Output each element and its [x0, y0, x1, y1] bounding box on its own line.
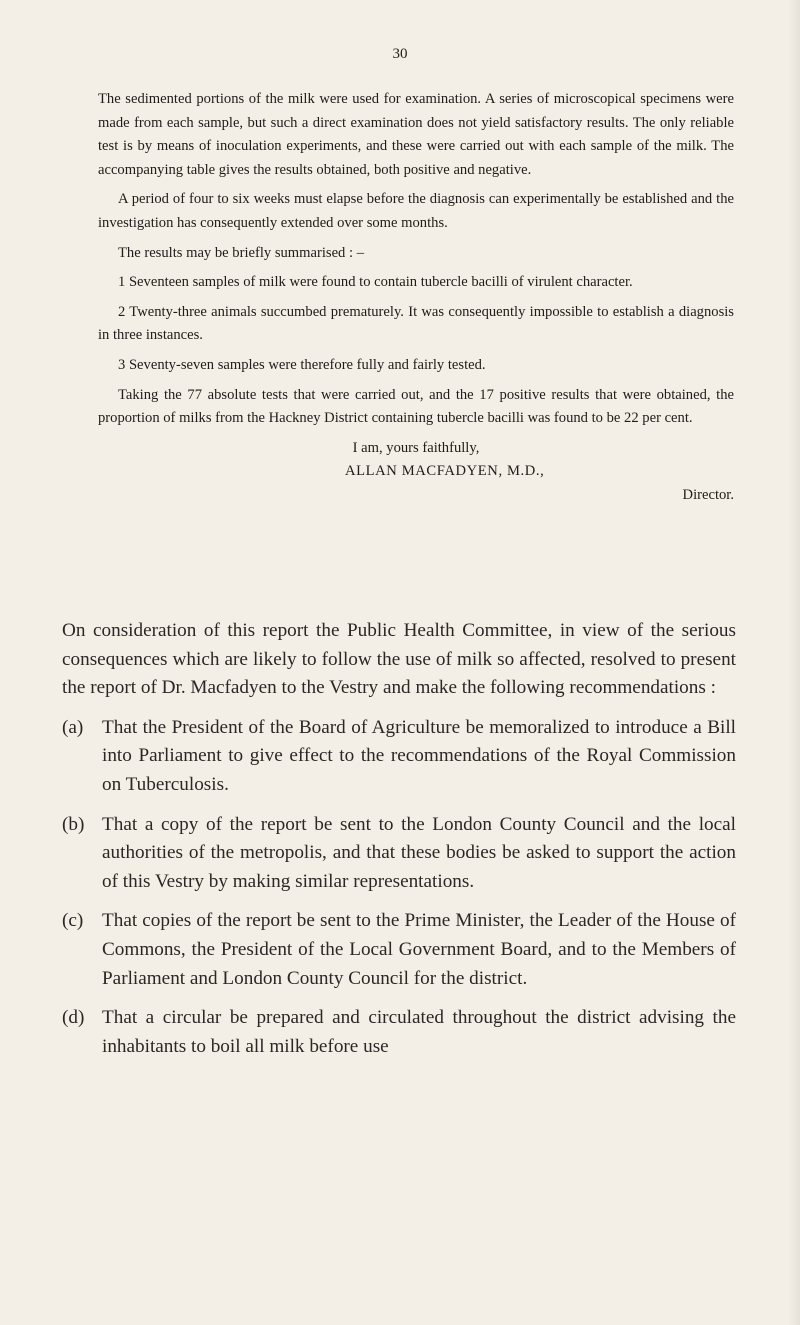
- recommendation-a: [62, 714, 736, 800]
- recommendation-text: That copies of the report be sent to the Prime Minister, the Leader of the House of Commons, the President of the Local Government Board, and to the Members of Parliament and London County Council for the district.: [102, 910, 736, 989]
- report-paragraph-2: A period of four to six weeks must elapse before the diagnosis can experimentally be established and the investigation has consequently extended over some months.: [98, 191, 734, 231]
- summary-item-1: 1 Seventeen samples of milk were found to contain tubercle bacilli of virulent character.: [118, 274, 633, 291]
- recommendation-text: That the President of the Board of Agriculture be memoralized to introduce a Bill into Parliament to give effect to the recommendations of the Royal Commission on Tuberculosis.: [102, 716, 736, 795]
- summary-item-3: 3 Seventy-seven samples were therefore fully and fairly tested.: [118, 356, 486, 373]
- recommendation-text: That a copy of the report be sent to the London County Council and the local authorities of the metropolis, and that these bodies be asked to support the action of this Vestry by making similar representations.: [102, 813, 736, 892]
- committee-resolution: [62, 617, 736, 1061]
- resolution-intro: On consideration of this report the Public Health Committee, in view of the serious consequences which are likely to follow the use of milk so affected, resolved to present the report of Dr. Macfadyen to the Vestry and make the following recommendations :: [62, 620, 736, 699]
- recommendation-b: [62, 811, 736, 897]
- recommendation-label: (d): [62, 1007, 85, 1029]
- signature-title: Director.: [682, 486, 734, 503]
- recommendation-c: [62, 907, 736, 993]
- letter-closing: I am, yours faithfully,: [352, 439, 480, 456]
- recommendation-label: (c): [62, 910, 84, 932]
- recommendation-label: (a): [62, 716, 84, 738]
- summary-item-2: 2 Twenty-three animals succumbed prematurely. It was consequently impossible to establish a diagnosis in three instances.: [98, 303, 734, 344]
- recommendation-label: (b): [62, 813, 85, 835]
- recommendation-text: That a circular be prepared and circulated throughout the district advising the inhabitants to boil all milk before use: [102, 1007, 736, 1057]
- recommendation-d: [62, 1004, 736, 1061]
- page-number: 30: [392, 46, 408, 62]
- report-paragraph-1: The sedimented portions of the milk were used for examination. A series of microscopical specimens were made from each sample, but such a direct examination does not yield satisfactory results. The only reliable test is by means of inoculation experiments, and these were carried out with each sample of the milk. The accompanying table gives the results obtained, both positive and negative.: [98, 91, 734, 178]
- report-paragraph-3: Taking the 77 absolute tests that were carried out, and the 17 positive results that were obtained, the proportion of milks from the Hackney District containing tubercle bacilli was found to be 22 per cent.: [98, 386, 734, 427]
- summary-intro: The results may be briefly summarised : –: [118, 244, 365, 261]
- signature-name: ALLAN MACFADYEN, M.D.,: [345, 463, 545, 480]
- report-letter: [98, 88, 734, 508]
- page-edge-shadow: [788, 0, 800, 1325]
